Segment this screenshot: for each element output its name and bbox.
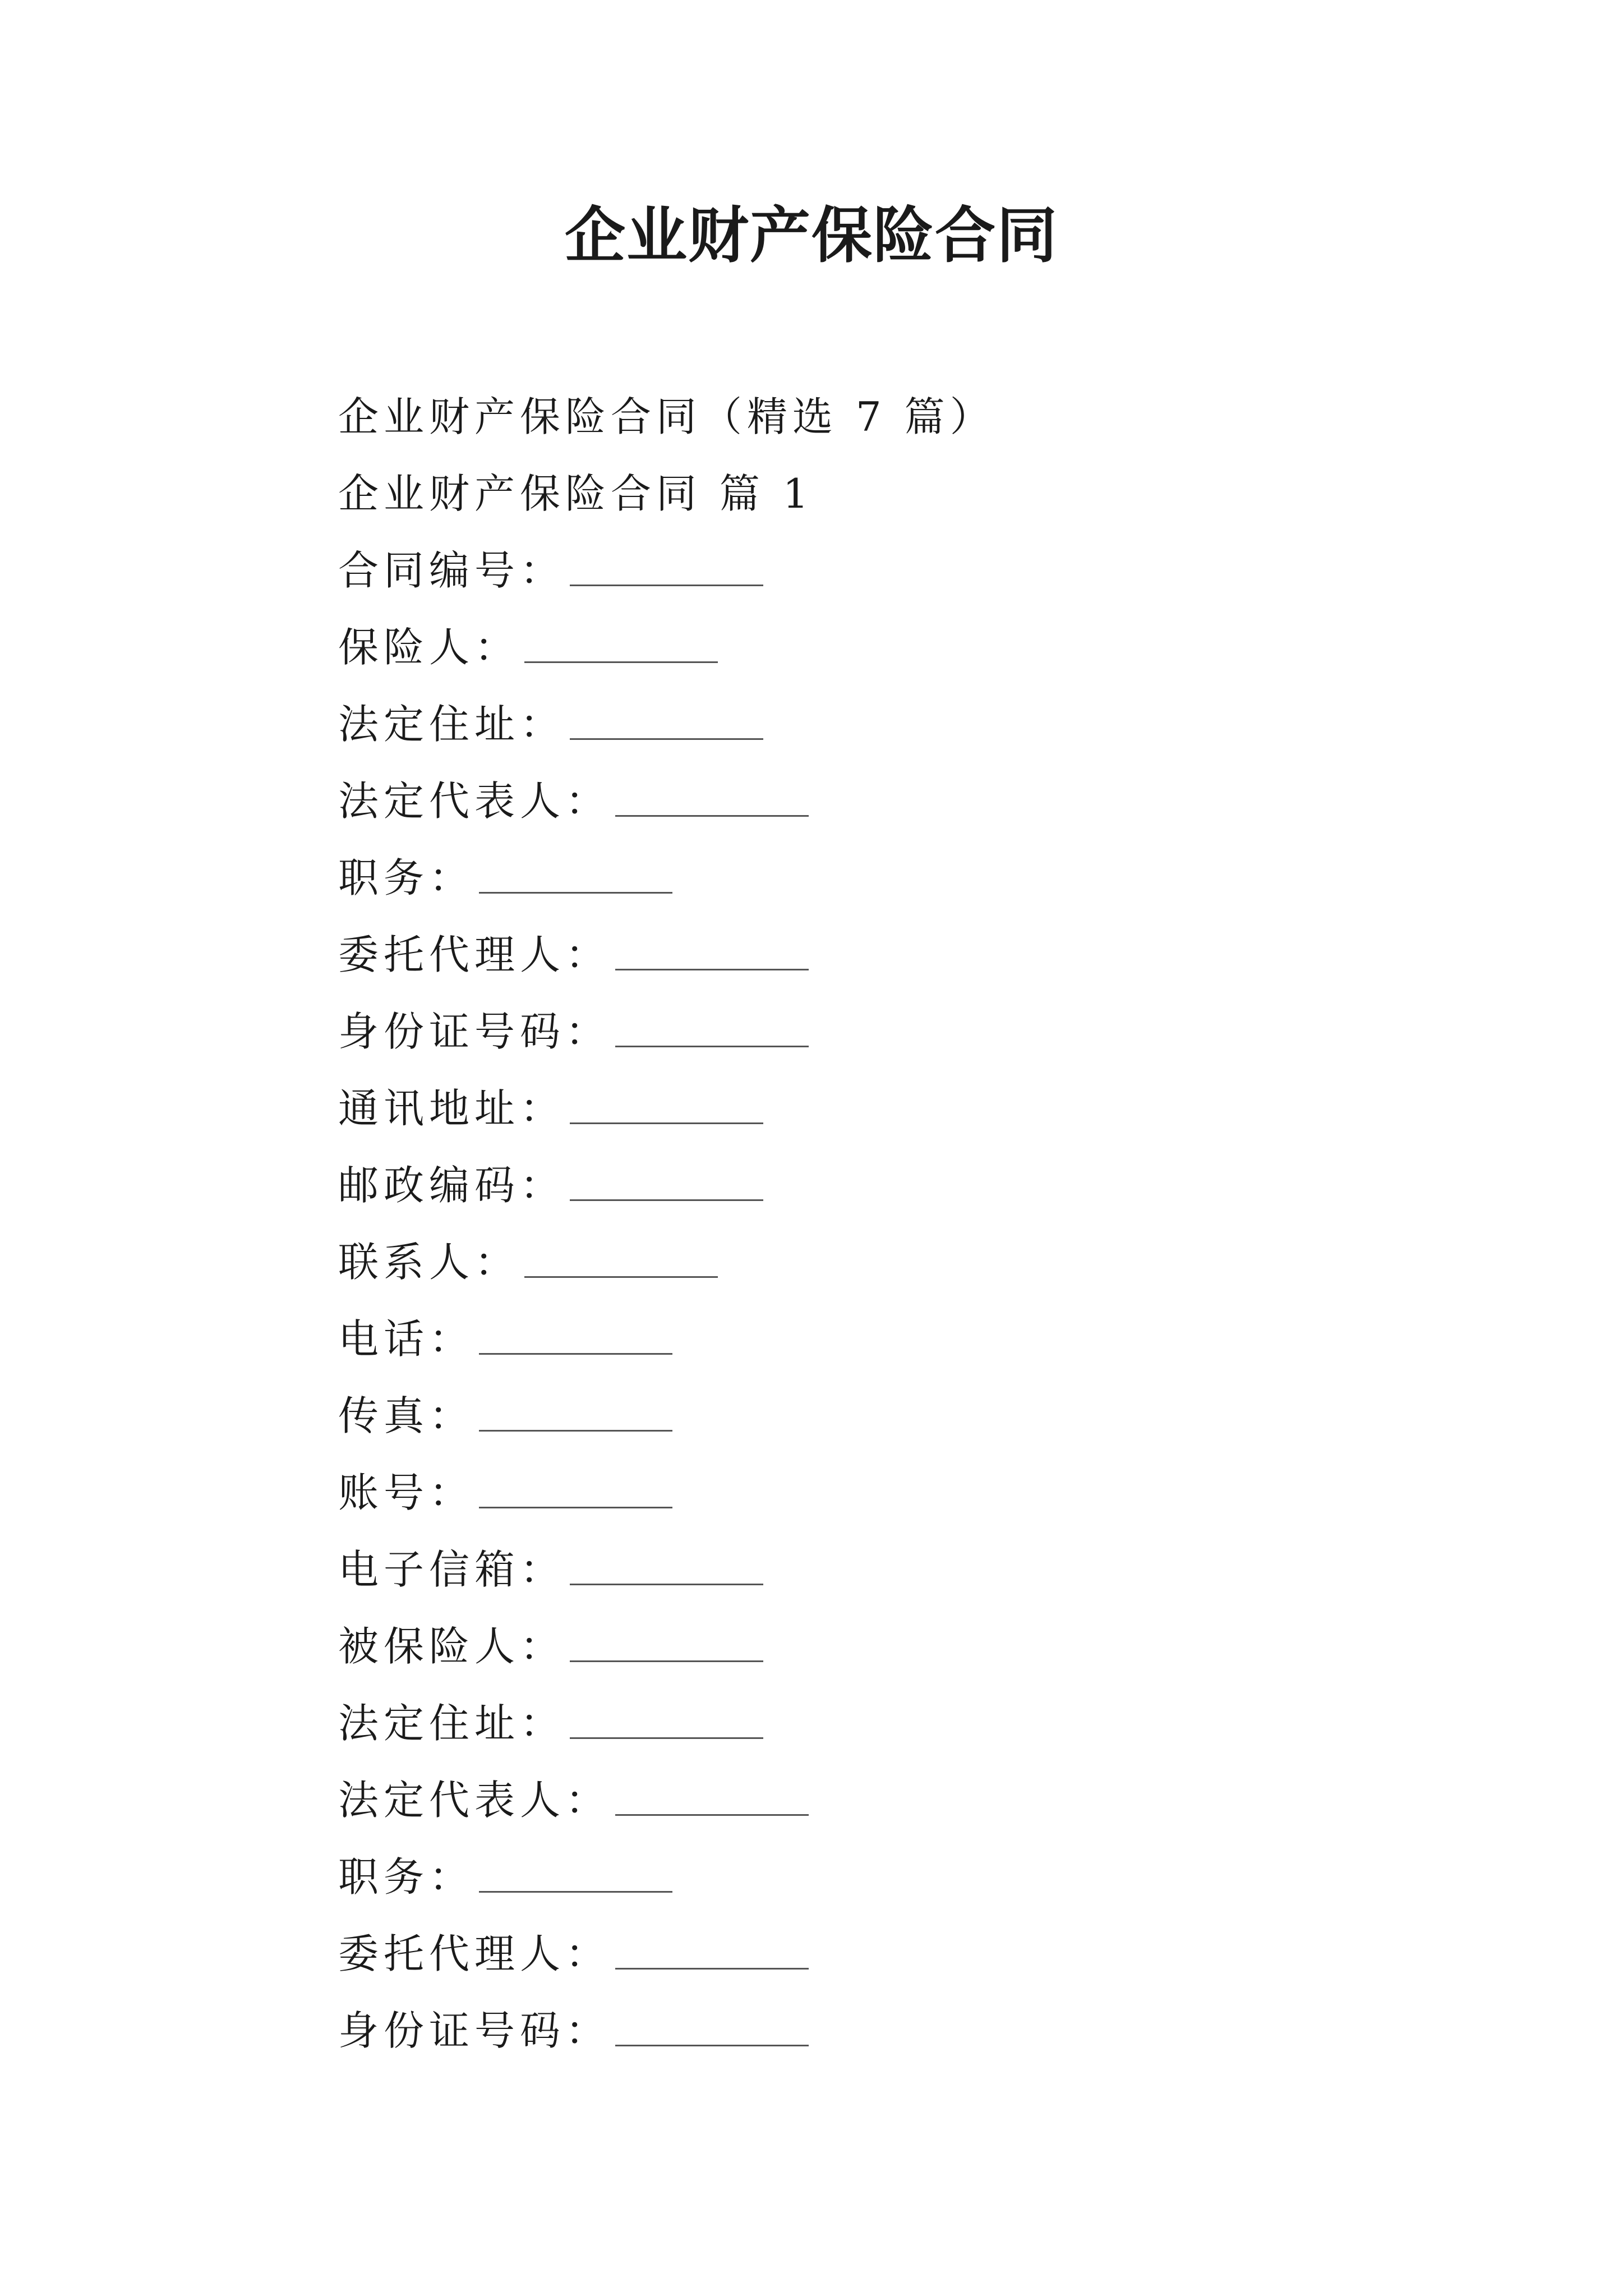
form-field-authorized-agent [338, 1912, 1460, 1989]
fill-in-blank[interactable] [570, 1709, 763, 1739]
field-label: 职务： [338, 854, 475, 901]
field-label: 身份证号码： [338, 2007, 611, 2054]
form-field-phone [338, 1297, 1460, 1374]
field-label: 传真： [338, 1392, 475, 1439]
field-label: 法定代表人： [338, 1776, 611, 1824]
section-heading: 企业财产保险合同 篇 1 [338, 470, 814, 517]
fill-in-blank[interactable] [479, 1402, 672, 1432]
field-label: 电子信箱： [338, 1545, 566, 1593]
form-field-fax [338, 1374, 1460, 1451]
field-label: 保险人： [338, 623, 520, 671]
fill-in-blank[interactable] [479, 864, 672, 894]
form-field-position [338, 1835, 1460, 1912]
fill-in-blank[interactable] [524, 633, 718, 663]
fill-in-blank[interactable] [615, 2017, 809, 2046]
field-label: 账号： [338, 1469, 475, 1516]
form-field-account-number [338, 1451, 1460, 1527]
field-label: 合同编号： [338, 546, 566, 594]
field-label: 法定代表人： [338, 777, 611, 825]
fill-in-blank[interactable] [570, 556, 763, 586]
fill-in-blank[interactable] [570, 1632, 763, 1662]
form-field-legal-representative [338, 1758, 1460, 1835]
fill-in-blank[interactable] [524, 1248, 718, 1278]
form-field-insured [338, 1604, 1460, 1681]
field-label: 身份证号码： [338, 1007, 611, 1055]
document-subtitle: 企业财产保险合同（精选 7 篇） [338, 393, 995, 440]
fill-in-blank[interactable] [615, 1786, 809, 1816]
form-field-id-number [338, 990, 1460, 1066]
field-label: 委托代理人： [338, 1930, 611, 1977]
fill-in-blank[interactable] [615, 941, 809, 970]
form-field-contract-number [338, 528, 1460, 605]
field-label: 委托代理人： [338, 931, 611, 978]
document-title: 企业财产保险合同 [564, 200, 1058, 271]
field-label: 被保险人： [338, 1622, 566, 1670]
field-label: 电话： [338, 1315, 475, 1363]
form-field-mailing-address [338, 1066, 1460, 1143]
fill-in-blank[interactable] [570, 1556, 763, 1585]
fill-in-blank[interactable] [615, 787, 809, 817]
form-field-legal-representative [338, 759, 1460, 836]
document-body [338, 375, 1460, 2065]
form-field-legal-address [338, 682, 1460, 759]
field-label: 邮政编码： [338, 1161, 566, 1209]
form-field-contact-person [338, 1220, 1460, 1297]
fill-in-blank[interactable] [615, 1940, 809, 1970]
form-field-insurer [338, 605, 1460, 682]
form-field-postal-code [338, 1143, 1460, 1220]
fill-in-blank[interactable] [615, 1018, 809, 1047]
fill-in-blank[interactable] [479, 1325, 672, 1355]
form-field-legal-address [338, 1681, 1460, 1758]
field-label: 通讯地址： [338, 1084, 566, 1132]
fill-in-blank[interactable] [570, 1171, 763, 1201]
field-label: 法定住址： [338, 700, 566, 748]
field-label: 法定住址： [338, 1699, 566, 1747]
fill-in-blank[interactable] [479, 1479, 672, 1508]
field-label: 职务： [338, 1853, 475, 1901]
form-field-authorized-agent [338, 913, 1460, 990]
fill-in-blank[interactable] [570, 1094, 763, 1124]
fill-in-blank[interactable] [479, 1863, 672, 1893]
form-field-position [338, 836, 1460, 913]
form-field-id-number [338, 1989, 1460, 2065]
fill-in-blank[interactable] [570, 710, 763, 740]
field-label: 联系人： [338, 1238, 520, 1286]
form-field-email [338, 1527, 1460, 1604]
